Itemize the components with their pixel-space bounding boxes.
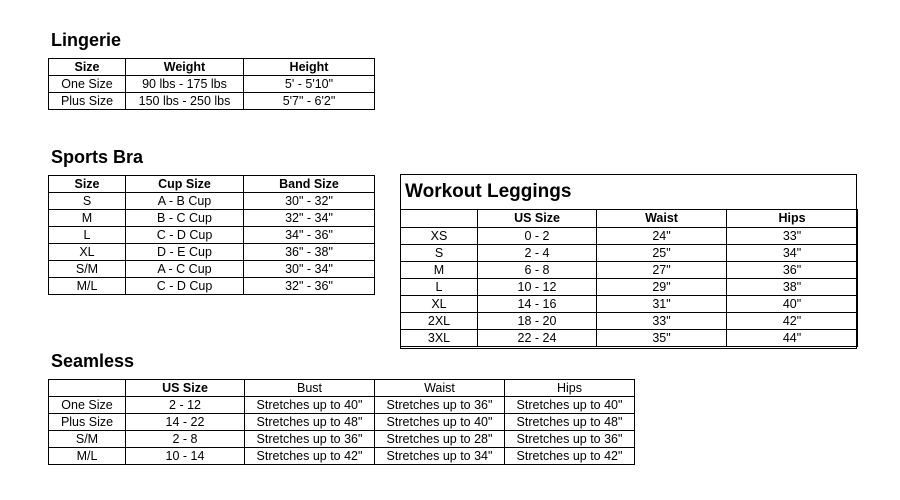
sports-bra-size-table	[48, 175, 375, 295]
lingerie-size-table	[48, 58, 375, 110]
table-cell: 40"	[727, 296, 858, 313]
table-cell: Stretches up to 36"	[245, 431, 375, 448]
header-cell: US Size	[478, 210, 597, 228]
table-cell: 27"	[597, 262, 727, 279]
table-cell: Stretches up to 36"	[375, 397, 505, 414]
table-cell: 33"	[727, 228, 858, 245]
sports-bra-title: Sports Bra	[51, 147, 144, 167]
table-cell: 10 - 12	[478, 279, 597, 296]
table-cell: Stretches up to 48"	[505, 414, 635, 431]
table-row	[401, 330, 858, 347]
table-cell: Stretches up to 40"	[245, 397, 375, 414]
table-cell: 90 lbs - 175 lbs	[126, 76, 244, 93]
table-row	[49, 93, 375, 110]
table-cell: 150 lbs - 250 lbs	[126, 93, 244, 110]
table-cell: 3XL	[401, 330, 478, 347]
table-row	[49, 227, 375, 244]
table-cell: M/L	[49, 448, 126, 465]
table-header-row	[49, 380, 635, 397]
table-cell: 6 - 8	[478, 262, 597, 279]
table-row	[49, 210, 375, 227]
table-cell: XL	[401, 296, 478, 313]
table-cell: 30" - 32"	[244, 193, 375, 210]
table-cell: S	[49, 193, 126, 210]
table-cell: 0 - 2	[478, 228, 597, 245]
table-cell: 29"	[597, 279, 727, 296]
header-cell: US Size	[126, 380, 245, 397]
table-cell: 33"	[597, 313, 727, 330]
table-cell: Stretches up to 36"	[505, 431, 635, 448]
header-cell: Hips	[727, 210, 858, 228]
lingerie-title: Lingerie	[51, 30, 122, 50]
table-row	[49, 278, 375, 295]
table-cell: 2 - 8	[126, 431, 245, 448]
table-cell: One Size	[49, 397, 126, 414]
table-cell: 25"	[597, 245, 727, 262]
table-cell: Stretches up to 40"	[375, 414, 505, 431]
header-cell	[49, 380, 126, 397]
header-cell: Height	[244, 59, 375, 76]
table-cell: Stretches up to 34"	[375, 448, 505, 465]
table-row	[401, 228, 858, 245]
table-cell: A - C Cup	[126, 261, 244, 278]
table-row	[49, 76, 375, 93]
table-cell: M/L	[49, 278, 126, 295]
header-cell: Weight	[126, 59, 244, 76]
table-cell: 2 - 12	[126, 397, 245, 414]
table-row	[401, 296, 858, 313]
table-cell: M	[401, 262, 478, 279]
table-cell: 5'7" - 6'2"	[244, 93, 375, 110]
table-cell: 34"	[727, 245, 858, 262]
seamless-size-table	[48, 379, 635, 465]
seamless-title: Seamless	[51, 351, 135, 371]
table-cell: 30" - 34"	[244, 261, 375, 278]
table-cell: 32" - 34"	[244, 210, 375, 227]
table-cell: C - D Cup	[126, 227, 244, 244]
table-cell: 42"	[727, 313, 858, 330]
table-cell: 38"	[727, 279, 858, 296]
table-cell: 35"	[597, 330, 727, 347]
table-cell: Stretches up to 40"	[505, 397, 635, 414]
table-cell: B - C Cup	[126, 210, 244, 227]
table-cell: L	[401, 279, 478, 296]
table-row	[401, 245, 858, 262]
table-row	[49, 193, 375, 210]
table-cell: 14 - 22	[126, 414, 245, 431]
table-cell: 2XL	[401, 313, 478, 330]
header-cell	[401, 210, 478, 228]
table-cell: XL	[49, 244, 126, 261]
header-cell: Cup Size	[126, 176, 244, 193]
table-cell: A - B Cup	[126, 193, 244, 210]
table-cell: S	[401, 245, 478, 262]
table-cell: 14 - 16	[478, 296, 597, 313]
table-cell: C - D Cup	[126, 278, 244, 295]
table-cell: 32" - 36"	[244, 278, 375, 295]
table-row	[49, 431, 635, 448]
table-cell: 5' - 5'10"	[244, 76, 375, 93]
workout-leggings-size-table	[400, 209, 858, 347]
table-cell: 18 - 20	[478, 313, 597, 330]
table-cell: 31"	[597, 296, 727, 313]
header-cell: Hips	[505, 380, 635, 397]
table-cell: M	[49, 210, 126, 227]
table-cell: Plus Size	[49, 93, 126, 110]
table-cell: 36"	[727, 262, 858, 279]
table-cell: 22 - 24	[478, 330, 597, 347]
header-cell: Size	[49, 59, 126, 76]
table-row	[401, 313, 858, 330]
table-cell: Stretches up to 42"	[505, 448, 635, 465]
table-cell: 10 - 14	[126, 448, 245, 465]
workout-leggings-panel	[400, 174, 857, 349]
table-cell: D - E Cup	[126, 244, 244, 261]
table-row	[401, 279, 858, 296]
table-cell: 44"	[727, 330, 858, 347]
table-cell: S/M	[49, 431, 126, 448]
table-cell: L	[49, 227, 126, 244]
header-cell: Waist	[597, 210, 727, 228]
table-header-row	[49, 176, 375, 193]
table-header-row	[401, 210, 858, 228]
workout-leggings-title: Workout Leggings	[405, 181, 572, 202]
table-cell: 36" - 38"	[244, 244, 375, 261]
table-row	[401, 262, 858, 279]
header-cell: Band Size	[244, 176, 375, 193]
table-cell: 34" - 36"	[244, 227, 375, 244]
header-cell: Waist	[375, 380, 505, 397]
header-cell: Size	[49, 176, 126, 193]
table-header-row	[49, 59, 375, 76]
table-cell: 24"	[597, 228, 727, 245]
table-cell: S/M	[49, 261, 126, 278]
table-cell: One Size	[49, 76, 126, 93]
table-cell: XS	[401, 228, 478, 245]
table-cell: Stretches up to 48"	[245, 414, 375, 431]
table-row	[49, 397, 635, 414]
table-row	[49, 244, 375, 261]
table-cell: Stretches up to 42"	[245, 448, 375, 465]
table-cell: Plus Size	[49, 414, 126, 431]
table-row	[49, 261, 375, 278]
header-cell: Bust	[245, 380, 375, 397]
table-row	[49, 448, 635, 465]
table-row	[49, 414, 635, 431]
table-cell: 2 - 4	[478, 245, 597, 262]
table-cell: Stretches up to 28"	[375, 431, 505, 448]
